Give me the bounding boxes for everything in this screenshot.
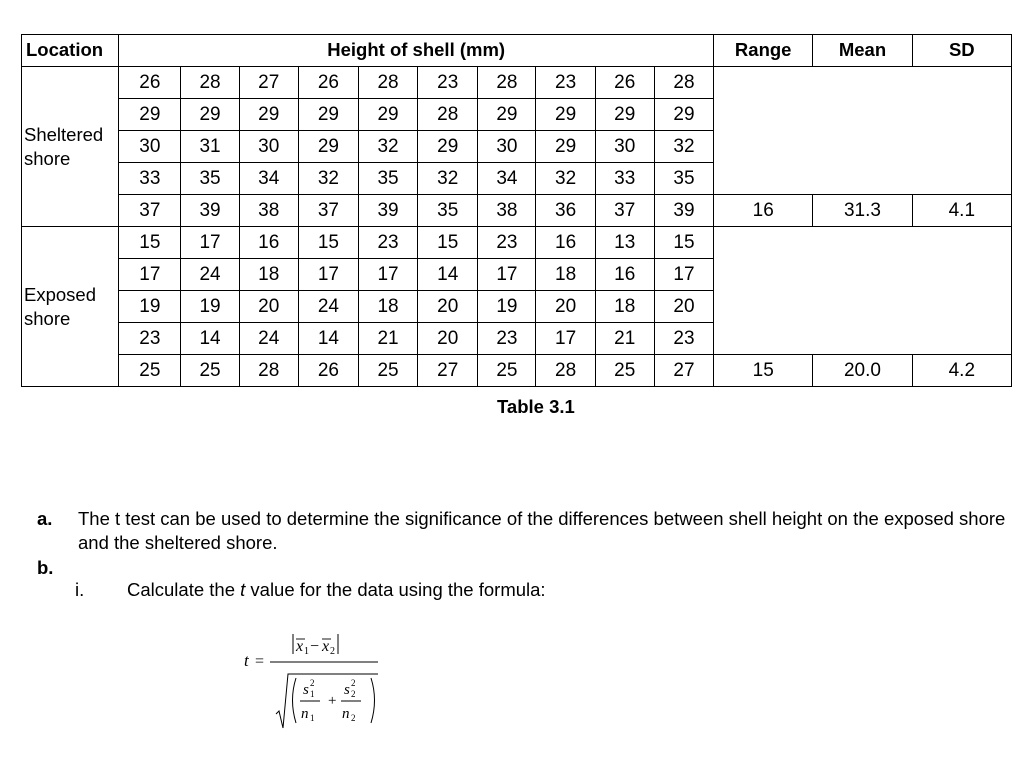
height-cell: 30 [595,131,654,163]
formula-s2: s [344,682,350,698]
formula-s1-sq: 2 [310,678,315,688]
height-cell: 26 [298,355,358,387]
height-cell: 13 [595,227,654,259]
formula-x1: x [296,638,304,655]
height-cell: 32 [418,163,478,195]
height-cell: 19 [119,291,181,323]
question-a-text: The t test can be used to determine the significance of the differences between shell height on the exposed shore and the sheltered shore. [78,508,1006,553]
formula-t: t [244,651,249,670]
height-cell: 25 [595,355,654,387]
height-cell: 37 [119,195,181,227]
height-cell: 28 [654,67,713,99]
height-cell: 38 [478,195,536,227]
height-cell: 38 [239,195,298,227]
height-cell: 29 [654,99,713,131]
height-cell: 37 [298,195,358,227]
height-cell: 23 [418,67,478,99]
formula-s1-sub: 1 [310,689,315,699]
height-cell: 29 [298,131,358,163]
height-cell: 29 [298,99,358,131]
height-cell: 16 [536,227,595,259]
height-cell: 23 [358,227,417,259]
height-cell: 17 [298,259,358,291]
height-cell: 27 [418,355,478,387]
table-row [22,227,1012,259]
height-cell: 27 [239,67,298,99]
formula-n1-sub: 1 [310,713,315,723]
paren-right [371,678,375,723]
header-height: Height of shell (mm) [119,35,714,67]
table-row [22,67,1012,99]
formula-n2-sub: 2 [351,713,356,723]
formula-sub1: 1 [304,646,309,657]
sd-cell: 4.2 [912,355,1011,387]
height-cell: 23 [119,323,181,355]
question-b-i-label: i. [75,579,85,600]
height-cell: 30 [478,131,536,163]
question-b-i-text-before: Calculate the [127,579,241,600]
mean-cell: 20.0 [813,355,912,387]
height-cell: 16 [239,227,298,259]
height-cell: 17 [181,227,239,259]
height-cell: 21 [595,323,654,355]
height-cell: 20 [239,291,298,323]
height-cell: 34 [478,163,536,195]
formula-s2-sq: 2 [351,678,356,688]
t-test-formula [238,622,388,740]
height-cell: 29 [418,131,478,163]
height-cell: 20 [418,291,478,323]
height-cell: 32 [358,131,417,163]
height-cell: 17 [358,259,417,291]
height-cell: 17 [119,259,181,291]
height-cell: 35 [654,163,713,195]
formula-plus: + [328,693,337,709]
formula-s1: s [303,682,309,698]
question-a-label: a. [37,508,53,529]
height-cell: 34 [239,163,298,195]
height-cell: 28 [181,67,239,99]
height-cell: 15 [298,227,358,259]
mean-cell: 31.3 [813,195,912,227]
formula-x2: x [322,638,330,655]
question-b-label: b. [37,557,54,578]
table-row [22,355,1012,387]
height-cell: 29 [478,99,536,131]
formula-sub2: 2 [330,646,335,657]
range-cell: 15 [714,355,813,387]
range-cell: 16 [714,195,813,227]
formula-equals: = [255,653,265,670]
formula-n1: n [301,706,309,722]
height-cell: 26 [298,67,358,99]
height-cell: 35 [358,163,417,195]
height-cell: 25 [119,355,181,387]
height-cell: 24 [239,323,298,355]
height-cell: 28 [478,67,536,99]
header-sd: SD [912,35,1011,67]
height-cell: 29 [595,99,654,131]
header-mean: Mean [813,35,912,67]
height-cell: 18 [595,291,654,323]
height-cell: 29 [536,131,595,163]
question-b-i-text-italic: t [240,579,246,600]
height-cell: 20 [654,291,713,323]
formula-s2-sub: 2 [351,689,356,699]
header-location: Location [22,35,119,67]
blank-stats-cell [714,67,1012,195]
height-cell: 32 [536,163,595,195]
height-cell: 28 [358,67,417,99]
height-cell: 27 [654,355,713,387]
height-cell: 15 [119,227,181,259]
height-cell: 15 [654,227,713,259]
height-cell: 30 [239,131,298,163]
height-cell: 29 [239,99,298,131]
height-cell: 39 [181,195,239,227]
height-cell: 30 [119,131,181,163]
paren-left [293,678,297,723]
height-cell: 15 [418,227,478,259]
height-cell: 28 [239,355,298,387]
height-cell: 39 [358,195,417,227]
header-range: Range [714,35,813,67]
question-b-i-text-after: value for the data using the formula: [245,579,546,600]
formula-minus: − [310,638,320,655]
height-cell: 14 [298,323,358,355]
height-cell: 28 [536,355,595,387]
shell-height-table [21,34,1012,387]
height-cell: 24 [181,259,239,291]
height-cell: 18 [536,259,595,291]
height-cell: 36 [536,195,595,227]
height-cell: 26 [119,67,181,99]
location-cell: Exposed shore [22,227,119,387]
height-cell: 23 [654,323,713,355]
height-cell: 32 [654,131,713,163]
height-cell: 29 [536,99,595,131]
height-cell: 16 [595,259,654,291]
height-cell: 14 [181,323,239,355]
height-cell: 23 [536,67,595,99]
table-caption: Table 3.1 [497,396,575,417]
height-cell: 32 [298,163,358,195]
height-cell: 14 [418,259,478,291]
height-cell: 33 [119,163,181,195]
header-row [22,35,1012,67]
height-cell: 18 [358,291,417,323]
height-cell: 25 [478,355,536,387]
height-cell: 31 [181,131,239,163]
height-cell: 19 [181,291,239,323]
height-cell: 37 [595,195,654,227]
height-cell: 20 [418,323,478,355]
height-cell: 18 [239,259,298,291]
height-cell: 17 [478,259,536,291]
height-cell: 24 [298,291,358,323]
height-cell: 17 [654,259,713,291]
height-cell: 35 [418,195,478,227]
sd-cell: 4.1 [912,195,1011,227]
height-cell: 20 [536,291,595,323]
height-cell: 29 [119,99,181,131]
formula-n2: n [342,706,350,722]
blank-stats-cell [714,227,1012,355]
sqrt-sign [276,674,378,728]
table-row [22,195,1012,227]
height-cell: 33 [595,163,654,195]
height-cell: 25 [181,355,239,387]
height-cell: 23 [478,227,536,259]
height-cell: 25 [358,355,417,387]
height-cell: 17 [536,323,595,355]
height-cell: 19 [478,291,536,323]
height-cell: 21 [358,323,417,355]
location-cell: Sheltered shore [22,67,119,227]
height-cell: 29 [181,99,239,131]
height-cell: 23 [478,323,536,355]
formula-svg [238,622,388,740]
question-b-i-text [127,578,546,602]
height-cell: 28 [418,99,478,131]
height-cell: 29 [358,99,417,131]
height-cell: 35 [181,163,239,195]
height-cell: 39 [654,195,713,227]
height-cell: 26 [595,67,654,99]
